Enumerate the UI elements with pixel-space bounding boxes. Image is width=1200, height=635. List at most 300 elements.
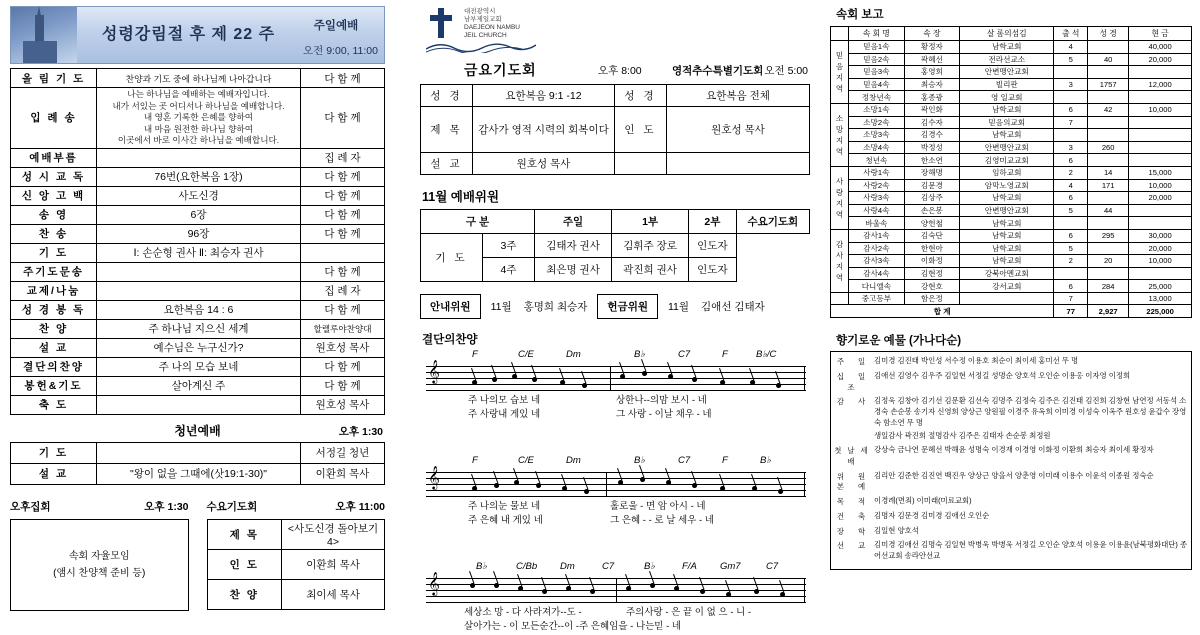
committee-cell: 김휘주 장로 (612, 234, 689, 258)
group-attendance: 6 (1054, 103, 1088, 116)
committee-header: 주일 (535, 210, 612, 234)
group-member: 남학교회 (960, 103, 1054, 116)
group-attendance: 5 (1054, 204, 1088, 217)
group-member: 남학교회 (960, 242, 1054, 255)
logo-line: JEIL CHURCH (464, 32, 507, 40)
fruit-row (834, 526, 1188, 538)
chord: B♭/C (756, 349, 777, 360)
order-content: 요한복음 14 : 6 (97, 300, 301, 319)
offering-chip: 헌금위원 (597, 294, 658, 319)
responsive-line: 내 영혼 기록한 은혜를 향하여 (143, 112, 254, 123)
group-bible: 1757 (1088, 78, 1129, 91)
fruit-names: 김리안 김준한 김진연 백진우 양상근 양을서 양춘영 이미래 이용수 이윤석 이종원 정숙순 (874, 470, 1154, 480)
group-leader: 황정자 (904, 41, 960, 54)
fruit-label: 십 일 조 (836, 371, 872, 392)
fruit-names: 김명자 김문경 김미경 김애선 오인순 (874, 510, 990, 520)
group-bible: 171 (1088, 179, 1129, 192)
table-row (831, 41, 1192, 54)
table-row (831, 267, 1192, 280)
chord: F (472, 349, 478, 360)
youth-label: 기 도 (11, 442, 97, 463)
order-label: 봉헌&기도 (11, 376, 97, 395)
group-member: 남학교회 (960, 41, 1054, 54)
order-label: 올 림 기 도 (11, 69, 97, 88)
table-row (831, 242, 1192, 255)
usher-month: 11월 (490, 301, 512, 313)
fruit-label: 주 일 (836, 357, 872, 367)
chord: Gm7 (720, 561, 741, 572)
logo-line: 남부제일교회 (464, 16, 502, 24)
table-row (11, 376, 385, 395)
total-bible: 2,927 (1088, 305, 1129, 318)
table-row (11, 463, 385, 484)
table-row (831, 116, 1192, 129)
responsive-line: 내 마음 원전한 하나님 향하여 (143, 123, 254, 134)
order-person: 집 례 자 (301, 148, 385, 167)
chord-row (420, 349, 810, 362)
banner-title: 성령강림절 후 제 22 주 (101, 26, 276, 43)
fruit-row (834, 511, 1188, 523)
friday-title: 금요기도회 (464, 62, 537, 78)
committee-cell: 최은명 권사 (535, 258, 612, 282)
group-member: 영 일교회 (960, 91, 1054, 104)
zone-label (831, 166, 849, 229)
group-leader: 최승자 (904, 78, 960, 91)
group-leader: 곽인화 (904, 103, 960, 116)
committee-title: 11월 예배위원 (422, 190, 500, 204)
lyric-row (420, 604, 810, 618)
offering-header: 속 회 명 (849, 27, 905, 41)
group-member: 안변맹안교회 (960, 66, 1054, 79)
committee-header: 1부 (612, 210, 689, 234)
group-amount: 20,000 (1129, 53, 1192, 66)
order-label: 입 례 송 (11, 88, 97, 149)
order-person: 다 함 께 (301, 376, 385, 395)
order-content: 찬양과 기도 중에 하나님께 나아갑니다 (97, 69, 301, 88)
group-bible: 14 (1088, 166, 1129, 179)
committee-header: 수요기도회 (736, 210, 809, 234)
chord: C/E (518, 455, 534, 466)
group-leader: 곽혜선 (904, 53, 960, 66)
lyric: 그 사랑 - 이날 채우 - 네 (616, 409, 712, 420)
fruit-row (834, 431, 1188, 442)
duty-chips-row (420, 294, 810, 319)
afternoon-title: 오후집회 (10, 500, 51, 513)
group-member: 남학교회 (960, 129, 1054, 142)
logo-text (464, 8, 520, 41)
group-attendance: 4 (1054, 179, 1088, 192)
group-bible (1088, 66, 1129, 79)
group-attendance: 5 (1054, 242, 1088, 255)
group-leader: 김수자 (904, 116, 960, 129)
chord: F (472, 455, 478, 466)
lyric: 주 은혜 내 게있 네 (468, 515, 543, 526)
wednesday-value: 최이세 목사 (282, 579, 385, 609)
group-name: 믿음3속 (849, 66, 905, 79)
group-member: 강서교회 (960, 280, 1054, 293)
wednesday-label: 제 목 (207, 519, 282, 549)
group-name: 바울속 (849, 217, 905, 230)
church-photo (11, 7, 77, 64)
staff: 𝄞 (420, 468, 810, 498)
group-leader: 박정성 (904, 141, 960, 154)
table-row (831, 204, 1192, 217)
group-member: 암막노영교회 (960, 179, 1054, 192)
staff: 𝄞 (420, 574, 810, 604)
afternoon-block (10, 499, 189, 611)
group-attendance: 2 (1054, 255, 1088, 268)
chord-row (420, 455, 810, 468)
order-label: 주기도문송 (11, 262, 97, 281)
order-content: Ⅰ: 손순형 권사 Ⅱ: 최승자 권사 (97, 243, 301, 262)
group-attendance: 4 (1054, 41, 1088, 54)
group-leader: 김숙단 (904, 229, 960, 242)
group-name: 감사4속 (849, 267, 905, 280)
group-bible: 40 (1088, 53, 1129, 66)
wednesday-value: 이환희 목사 (282, 549, 385, 579)
fruit-row (834, 540, 1188, 561)
fruit-label: 선 교 (836, 541, 872, 551)
group-bible: 44 (1088, 204, 1129, 217)
group-attendance (1054, 217, 1088, 230)
fruit-offering-title: 향기로운 예물 (가나다순) (836, 335, 962, 348)
column-worship-order (10, 6, 385, 611)
table-row (831, 292, 1192, 305)
lyric-row (420, 392, 810, 406)
group-leader: 김상주 (904, 192, 960, 205)
lyric-row (420, 512, 810, 526)
table-row (11, 88, 385, 149)
group-name: 소망1속 (849, 103, 905, 116)
order-person: 원호성 목사 (301, 338, 385, 357)
banner-service-time: 오전 9:00, 11:00 (303, 45, 378, 57)
chord: Dm (566, 349, 581, 360)
table-header-row (421, 210, 810, 234)
friday-label: 제 목 (421, 107, 473, 153)
order-person (301, 243, 385, 262)
chord: C7 (678, 349, 691, 360)
order-label: 기 도 (11, 243, 97, 262)
responsive-line: 이곳에서 바로 이사간 하나님을 예배합니다. (117, 135, 280, 146)
group-attendance: 2 (1054, 166, 1088, 179)
fruit-names: 김미경 김애선 김명숙 김일현 박병욱 박병욱 서정길 오인순 양호석 이용윤 이용윤(남북평화대단) 종어선교회 송라안선교 (874, 540, 1188, 561)
chord: B♭ (476, 561, 487, 572)
table-row (831, 141, 1192, 154)
wednesday-label: 인 도 (207, 549, 282, 579)
order-label: 축 도 (11, 395, 97, 414)
group-name: 청년속 (849, 154, 905, 167)
friday-prayer-table (420, 84, 810, 175)
sheet-music (420, 349, 810, 635)
table-row (831, 192, 1192, 205)
table-row (11, 442, 385, 463)
friday-value: 원호성 목사 (473, 153, 615, 175)
group-member: 남학교회 (960, 255, 1054, 268)
hymn-title: 결단의찬양 (422, 334, 478, 346)
table-row (11, 243, 385, 262)
group-amount (1129, 217, 1192, 230)
group-name: 감사2속 (849, 242, 905, 255)
committee-rowlabel: 기 도 (421, 234, 483, 282)
group-attendance: 7 (1054, 292, 1088, 305)
zone-label (831, 103, 849, 166)
zone-name: 사랑지역 (835, 176, 844, 219)
committee-header: 구 분 (421, 210, 535, 234)
group-attendance (1054, 267, 1088, 280)
committee-week: 4주 (483, 258, 535, 282)
group-leader: 김현정 (904, 267, 960, 280)
offering-report-title: 속회 보고 (836, 9, 884, 21)
group-name: 소망4속 (849, 141, 905, 154)
chord: Dm (560, 561, 575, 572)
order-content: 주 나의 모습 보네 (97, 357, 301, 376)
table-row (831, 179, 1192, 192)
table-row (207, 549, 385, 579)
chord: B♭ (634, 349, 645, 360)
chord-row (420, 561, 810, 574)
committee-cell: 김태자 권사 (535, 234, 612, 258)
order-person: 다 함 께 (301, 300, 385, 319)
friday-value: 요한복음 9:1 -12 (473, 85, 615, 107)
group-member: 안변맹안교회 (960, 141, 1054, 154)
column-prayer-hymn (420, 6, 810, 635)
order-person: 다 함 께 (301, 186, 385, 205)
chord: C7 (766, 561, 779, 572)
offering-header: 현 금 (1129, 27, 1192, 41)
wave-icon (426, 39, 536, 53)
fruit-row (834, 471, 1188, 493)
friday-prayer-header (420, 60, 810, 82)
group-bible (1088, 91, 1129, 104)
group-bible (1088, 154, 1129, 167)
group-leader: 김경수 (904, 129, 960, 142)
order-content: 살아계신 주 (97, 376, 301, 395)
table-row (11, 338, 385, 357)
group-attendance (1054, 91, 1088, 104)
group-leader: 강현호 (904, 280, 960, 293)
order-content: 주 하나님 지으신 세계 (97, 319, 301, 338)
group-bible: 284 (1088, 280, 1129, 293)
group-attendance (1054, 66, 1088, 79)
group-attendance: 3 (1054, 141, 1088, 154)
staff: 𝄞 (420, 362, 810, 392)
table-row (421, 153, 810, 175)
table-row (11, 281, 385, 300)
group-name: 사랑2속 (849, 179, 905, 192)
table-row (11, 262, 385, 281)
chord: F (722, 349, 728, 360)
group-leader: 김문경 (904, 179, 960, 192)
committee-week: 3주 (483, 234, 535, 258)
committee-cell: 인도자 (689, 234, 737, 258)
fruit-row (834, 371, 1188, 393)
group-amount: 20,000 (1129, 192, 1192, 205)
group-amount: 12,000 (1129, 78, 1192, 91)
fruit-names: 이경례(면죄) 이미래(미료교회) (874, 496, 972, 506)
table-row (831, 166, 1192, 179)
youth-service-title: 청년예배 (174, 423, 221, 438)
friday-time: 오후 8:00 (598, 65, 642, 77)
order-label: 성 경 봉 독 (11, 300, 97, 319)
table-row (11, 300, 385, 319)
special-prayer-title: 영적추수특별기도회 (672, 65, 764, 77)
group-bible: 260 (1088, 141, 1129, 154)
table-header-row (831, 27, 1192, 41)
afternoon-wednesday-wrap (10, 499, 385, 611)
group-member: 안변맹안교회 (960, 204, 1054, 217)
order-label: 교제/나눔 (11, 281, 97, 300)
group-leader: 홍종광 (904, 91, 960, 104)
zone-name: 감사지역 (835, 239, 844, 282)
fruit-names: 김일현 양호석 (874, 525, 919, 535)
order-content: 사도신경 (97, 186, 301, 205)
chord: F/A (682, 561, 697, 572)
table-row (11, 186, 385, 205)
order-content: 6장 (97, 205, 301, 224)
group-name: 중고등부 (849, 292, 905, 305)
youth-service-header (10, 422, 385, 440)
special-prayer-time: 오전 5:00 (764, 65, 808, 77)
offering-names: 김애선 김태자 (701, 301, 765, 313)
table-row (831, 229, 1192, 242)
worship-order-table (10, 68, 385, 415)
group-amount: 10,000 (1129, 179, 1192, 192)
table-row (421, 107, 810, 153)
bulletin-banner (10, 6, 385, 64)
lyric-row (420, 618, 810, 632)
special-label: 인 도 (615, 107, 667, 153)
committee-cell: 곽진희 권사 (612, 258, 689, 282)
lyric: 주 나의모 습보 네 (468, 395, 541, 406)
committee-table (420, 209, 810, 282)
table-row (421, 85, 810, 107)
group-member (960, 292, 1054, 305)
fruit-names: 생일감사 곽진희 절명감사 김주은 김태자 손순봉 최정원 (874, 431, 1051, 441)
youth-content: "왕이 없을 그때에(삿19:1-30)" (97, 463, 301, 484)
order-content (97, 395, 301, 414)
order-person: 다 함 께 (301, 224, 385, 243)
youth-label: 설 교 (11, 463, 97, 484)
order-content: 예수님은 누구신가? (97, 338, 301, 357)
group-amount: 40,000 (1129, 41, 1192, 54)
group-amount: 25,000 (1129, 280, 1192, 293)
order-person: 집 례 자 (301, 281, 385, 300)
logo-line: 대전광역시 (464, 8, 496, 15)
friday-label: 성 경 (421, 85, 473, 107)
total-label: 합 계 (831, 305, 1054, 318)
order-content (97, 88, 301, 149)
group-member: 김영미교교회 (960, 154, 1054, 167)
group-amount (1129, 91, 1192, 104)
group-member: 임하교회 (960, 166, 1054, 179)
responsive-title: 나는 하나님을 예배하는 예배자입니다. (127, 89, 270, 99)
usher-chip: 안내위원 (420, 294, 481, 319)
fruit-label: 건 축 (836, 511, 872, 521)
order-person: 다 함 께 (301, 69, 385, 88)
banner-service-type: 주일예배 (313, 20, 359, 32)
group-bible (1088, 292, 1129, 305)
responsive-line: 내가 서있는 곳 어디서나 하나님을 예배합니다. (112, 100, 285, 111)
group-member: 남학교회 (960, 217, 1054, 230)
order-label: 찬 양 (11, 319, 97, 338)
offering-header: 성 경 (1088, 27, 1129, 41)
special-label: 성 경 (615, 85, 667, 107)
fruit-label: 장 학 (836, 526, 872, 536)
order-person: 원호성 목사 (301, 395, 385, 414)
table-total-row (831, 305, 1192, 318)
music-system (420, 561, 810, 635)
group-member: 빌리판 (960, 78, 1054, 91)
chord: B♭ (634, 455, 645, 466)
table-row (11, 224, 385, 243)
wednesday-value: <사도신경 돌아보기4> (282, 519, 385, 549)
committee-cell: 인도자 (689, 258, 737, 282)
friday-label: 설 교 (421, 153, 473, 175)
chord: C/E (518, 349, 534, 360)
fruit-row (834, 396, 1188, 428)
group-leader: 손은봉 (904, 204, 960, 217)
group-attendance (1054, 129, 1088, 142)
chord: Dm (566, 455, 581, 466)
group-attendance: 6 (1054, 280, 1088, 293)
special-value: 요한복음 전체 (667, 85, 810, 107)
group-member: 남학교회 (960, 192, 1054, 205)
zone-label (831, 41, 849, 104)
fruit-row (834, 356, 1188, 368)
order-label: 송 영 (11, 205, 97, 224)
usher-names: 홍명희 최승자 (523, 301, 588, 313)
fruit-offering-box (830, 351, 1192, 570)
fruit-label: 감 사 (836, 397, 872, 407)
group-bible: 295 (1088, 229, 1129, 242)
youth-person: 이환희 목사 (301, 463, 385, 484)
table-row (831, 129, 1192, 142)
fruit-names: 김애선 김영수 김우주 김일현 서정길 성명순 양호석 오인순 이용옹 이자영 이정희 (874, 370, 1131, 380)
lyric: 살아가는 - 이 모든순간--이 -주 은혜임을 - 나는믿 - 네 (464, 621, 682, 632)
group-bible (1088, 192, 1129, 205)
lyric-row (420, 498, 810, 512)
group-name: 믿음2속 (849, 53, 905, 66)
youth-person: 서정길 청년 (301, 442, 385, 463)
order-content (97, 148, 301, 167)
group-name: 정창년속 (849, 91, 905, 104)
offering-header: 살 롬의섬김 (960, 27, 1054, 41)
group-member: 강북아멘교회 (960, 267, 1054, 280)
offering-header: 출 석 (1054, 27, 1088, 41)
group-bible (1088, 129, 1129, 142)
group-leader: 홍영희 (904, 66, 960, 79)
group-bible: 20 (1088, 255, 1129, 268)
table-row (11, 167, 385, 186)
group-leader: 양헌철 (904, 217, 960, 230)
table-row (11, 69, 385, 88)
fruit-label: 첫날세배 (834, 446, 874, 466)
group-attendance: 6 (1054, 229, 1088, 242)
lyric: 세상소 망 - 다 사라져가--도 - (464, 607, 582, 618)
order-person: 다 함 께 (301, 88, 385, 149)
lyric: 주 사랑내 게있 네 (468, 409, 541, 420)
order-person: 할렐루야찬양대 (301, 319, 385, 338)
order-label: 신 앙 고 백 (11, 186, 97, 205)
group-amount (1129, 267, 1192, 280)
table-row (207, 579, 385, 609)
order-content: 96장 (97, 224, 301, 243)
group-leader: 장해명 (904, 166, 960, 179)
table-row (11, 395, 385, 414)
group-amount: 10,000 (1129, 255, 1192, 268)
table-row (831, 217, 1192, 230)
logo-line: DAEJEON NAMBU (464, 24, 520, 32)
